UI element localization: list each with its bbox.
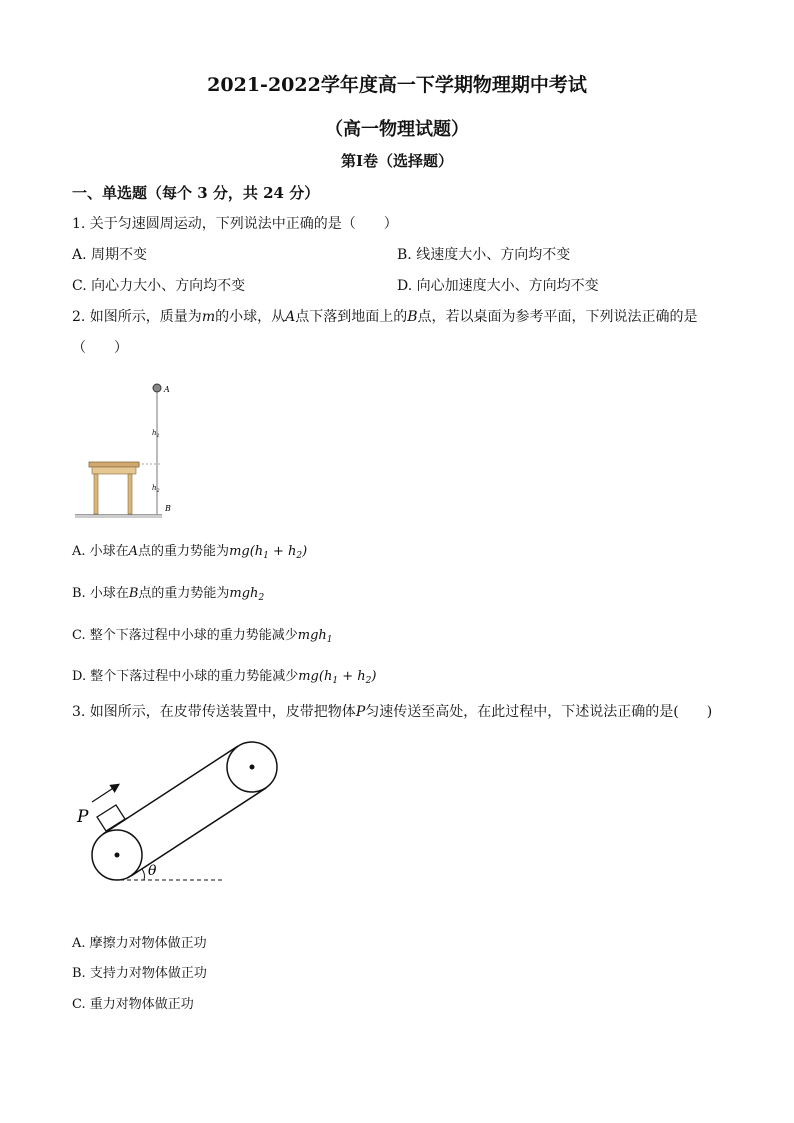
exam-title: 2021-2022学年度高一下学期物理期中考试	[207, 74, 587, 96]
q3-option-b: B. 支持力对物体做正功	[72, 966, 207, 981]
table-top	[89, 462, 139, 467]
exam-subtitle: （高一物理试题）	[325, 119, 469, 140]
q2-option-b: B. 小球在B点的重力势能为mgh$_2$	[72, 586, 265, 603]
fig-label-p: P	[77, 807, 89, 827]
q2-figure	[70, 378, 200, 523]
velocity-arrow-icon	[92, 785, 118, 802]
q1-option-d: D. 向心加速度大小、方向均不变	[397, 278, 599, 294]
fig-label-a: A	[164, 385, 170, 394]
part-heading: 第I卷（选择题）	[340, 152, 454, 170]
q3-option-c: C. 重力对物体做正功	[72, 997, 194, 1012]
fig-label-b: B	[165, 504, 171, 513]
q2-option-a: A. 小球在A点的重力势能为$mg(h_1 + h_2)$	[72, 544, 308, 561]
q1-stem: 1. 关于匀速圆周运动，下列说法中正确的是（ ）	[72, 216, 398, 232]
fig-label-h1: $h_1$	[152, 429, 160, 439]
table-drawer	[92, 467, 136, 474]
box-p	[97, 805, 125, 831]
q2-stem: 2. 如图所示，质量为m的小球，从A点下落到地面上的B点，若以桌面为参考平面，下列说法正确的是	[72, 309, 698, 325]
q3-stem: 3. 如图所示，在皮带传送装置中，皮带把物体P匀速传送至高处，在此过程中，下述说法正确的是( )	[72, 704, 713, 720]
ball-icon	[153, 384, 161, 392]
q1-option-b: B. 线速度大小、方向均不变	[397, 247, 571, 263]
q2-option-d: D. 整个下落过程中小球的重力势能减少$mg(h_1 + h_2)$	[72, 669, 377, 686]
q1-option-c: C. 向心力大小、方向均不变	[72, 278, 246, 294]
q2-stem-blank: （ ）	[72, 340, 128, 356]
q2-option-c: C. 整个下落过程中小球的重力势能减少mgh$_1$	[72, 628, 333, 645]
q3-figure	[70, 730, 290, 890]
fig-label-theta: θ	[148, 863, 157, 879]
q1-option-a: A. 周期不变	[72, 247, 148, 263]
section-heading: 一、单选题（每个 3 分，共 24 分）	[72, 184, 320, 202]
q3-option-a: A. 摩擦力对物体做正功	[72, 936, 207, 951]
fig-label-h2: $h_2$	[152, 484, 160, 494]
